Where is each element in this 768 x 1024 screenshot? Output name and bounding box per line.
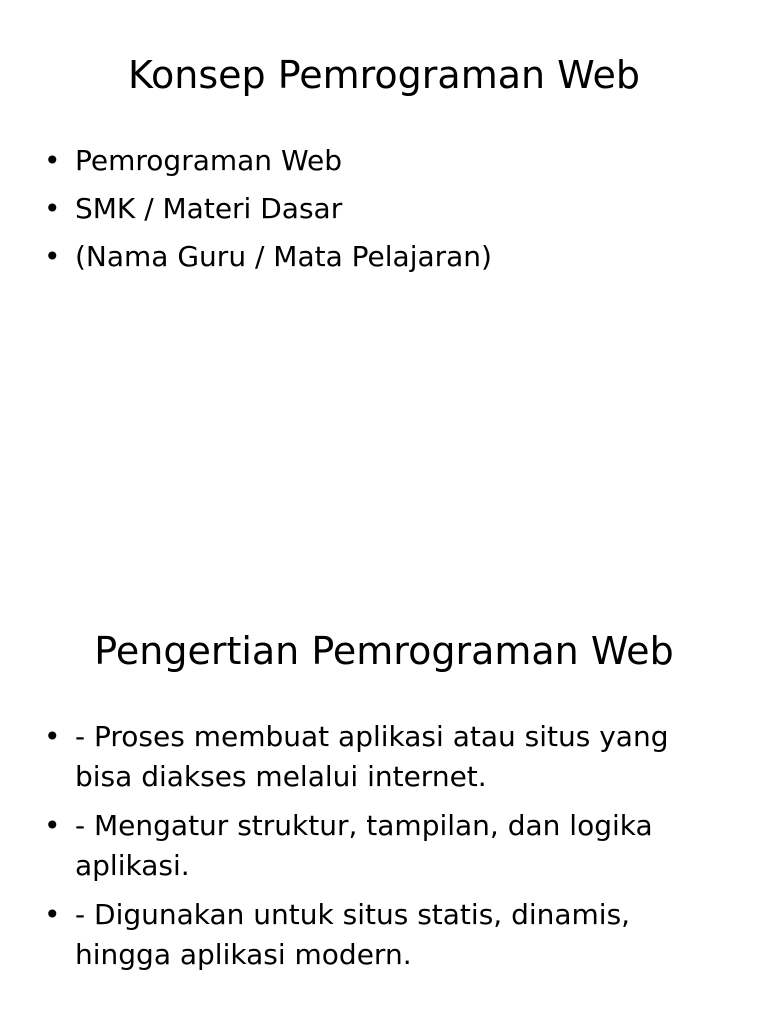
slide-title: Konsep Pemrograman Web [127,53,641,97]
bullet-item [0,237,725,277]
slide-title: Pengertian Pemrograman Web [94,629,674,673]
bullet-text: - Digunakan untuk situs statis, dinamis, hingga aplikasi modern. [75,898,631,971]
bullet-dot-icon: • [44,144,61,177]
bullet-text: Pemrograman Web [75,144,342,177]
bullet-item [0,141,725,181]
bullet-item [0,189,725,229]
bullet-list [0,141,725,285]
bullet-dot-icon: • [44,192,61,225]
bullet-text: - Proses membuat aplikasi atau situs yang bisa diakses melalui internet. [75,720,669,793]
bullet-item [0,895,725,975]
bullet-dot-icon: • [44,720,61,753]
slide-2 [0,576,768,1024]
bullet-list [0,717,725,984]
bullet-text: (Nama Guru / Mata Pelajaran) [75,240,492,273]
bullet-dot-icon: • [44,809,61,842]
bullet-dot-icon: • [44,240,61,273]
bullet-text: - Mengatur struktur, tampilan, dan logika aplikasi. [75,809,653,882]
bullet-item [0,717,725,797]
bullet-item [0,806,725,886]
bullet-dot-icon: • [44,898,61,931]
bullet-text: SMK / Materi Dasar [75,192,343,225]
